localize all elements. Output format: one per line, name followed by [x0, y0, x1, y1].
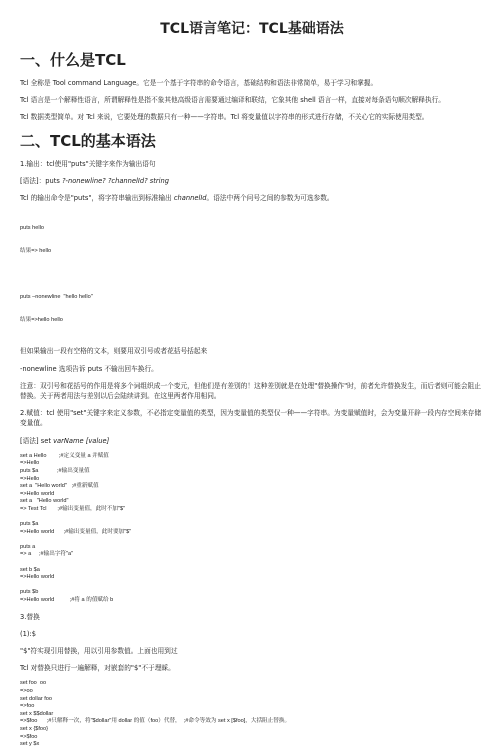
paragraph: Tcl 全称是 Tool command Language。它是一个基于字符串的命令语言，基础结构和语法非常简单，易于学习和掌握。 [20, 79, 378, 87]
paragraph: Tcl 语言是一个解释性语言，所谓解释性是指不象其他高级语言需要通过编译和联结，它象其他 shell 语言一样，直接对每条语句顺次解释执行。 [20, 96, 445, 105]
section-heading-what-is-tcl: 一、什么是TCL [20, 51, 126, 69]
code-block [20, 680, 484, 748]
code-line: =>Hello [20, 475, 40, 482]
paragraph: "$"符实现引用替换，用以引用参数值。上面也用到过 [20, 647, 178, 656]
code-block [20, 453, 484, 605]
code-line [20, 513, 484, 521]
code-line [20, 559, 484, 567]
paragraph: 2.赋值：tcl 使用"set"关键字来定义参数，不必指定变量值的类型，因为变量值的类型仅一种——字符串。为变量赋值时，会为变量开辟一段内存空间来存储变量值。 [20, 409, 482, 428]
paragraph: Tcl 数据类型简单。对 Tcl 来说，它要处理的数据只有一种——字符串。Tcl 将变量值以字符串的形式进行存储，不关心它的实际使用类型。 [20, 113, 429, 122]
code-line: set a "Hello world" [20, 498, 69, 505]
code-line: set a "Hello world" ;#重新赋值 [20, 483, 99, 490]
code-line: puts –nonewline "hello hello" [20, 293, 93, 300]
paragraph: Tcl 的输出命令是"puts"，将字符串输出到标准输出 channelId。语法中两个问号之间的参数为可选参数。 [20, 194, 334, 203]
paragraph: 1.输出：tcl使用"puts"关键字来作为输出语句 [20, 159, 156, 168]
code-line: puts $a [20, 521, 39, 528]
code-line: =>$foo ;#只解释一次，将"$dollar"用 dollar 的值（foo）代替， ;#命令等效为 set x [$foo]，大括阻止替换。 [20, 718, 291, 725]
code-line: => a ;#输出字符"a" [20, 551, 74, 558]
code-line: =>Hello world [20, 490, 55, 497]
paragraph: 但如果输出一段有空格的文本，则要用双引号或者花括号括起来 [20, 347, 208, 356]
code-line: set a Hello ;#定义变量 a 并赋值 [20, 452, 109, 459]
code-line: =>foo [20, 703, 35, 710]
code-line: set x $$dollar [20, 710, 54, 717]
page-title: TCL语言笔记：TCL基础语法 [160, 21, 344, 37]
code-line: set x {$foo} [20, 725, 48, 732]
code-line: 结果=> hello [20, 248, 52, 255]
code-line [20, 536, 484, 544]
code-line: set foo oo [20, 680, 47, 687]
paragraph: 3.替换 [20, 612, 40, 621]
paragraph: 注意：双引号和花括号的作用是将多个词组织成一个变元，但他们是有差别的！这种差别就是在处理"替换操作"时，前者允许替换发生，而后者则可能会阻止替换。关于两者用法与差别以后会陆续讲到。在这里两者作用相同。 [20, 381, 481, 400]
code-line: 结果=>hello hello [20, 316, 63, 323]
code-line: set y $x [20, 741, 40, 748]
code-line [20, 271, 484, 279]
code-line: =>$foo [20, 733, 38, 740]
code-line: puts a [20, 543, 36, 550]
section-heading-basic-syntax: 二、TCL的基本语法 [20, 131, 156, 150]
paragraph: (1):$ [20, 629, 36, 638]
code-line: puts $a ;#输出变量值 [20, 467, 90, 474]
code-line: => Test Tcl ;#输出变量值，此时不加"$" [20, 505, 126, 512]
code-line: puts $b [20, 589, 39, 596]
syntax-line: [语法] set varName [value] [20, 436, 110, 445]
code-line: set b $a [20, 566, 40, 573]
code-block [20, 210, 484, 339]
code-line: =>oo [20, 688, 33, 695]
code-line: =>Hello world [20, 574, 55, 581]
paragraph: -nonewline 选项告诉 puts 不输出回车换行。 [20, 364, 158, 373]
paragraph: Tcl 对替换只进行一遍解释，对嵌套的"$"不于理睬。 [20, 664, 175, 673]
code-line: =>Hello [20, 460, 40, 467]
code-line: puts hello [20, 225, 44, 232]
code-line [20, 582, 484, 590]
code-line: =>Hello world ;#输出变量值，此时要加"$" [20, 528, 132, 535]
code-line: set dollar foo [20, 695, 53, 702]
syntax-line: [语法]：puts ?-nonewline? ?channelId? string [20, 176, 169, 185]
code-line: =>Hello world ;#将 a 的值赋给 b [20, 597, 114, 604]
